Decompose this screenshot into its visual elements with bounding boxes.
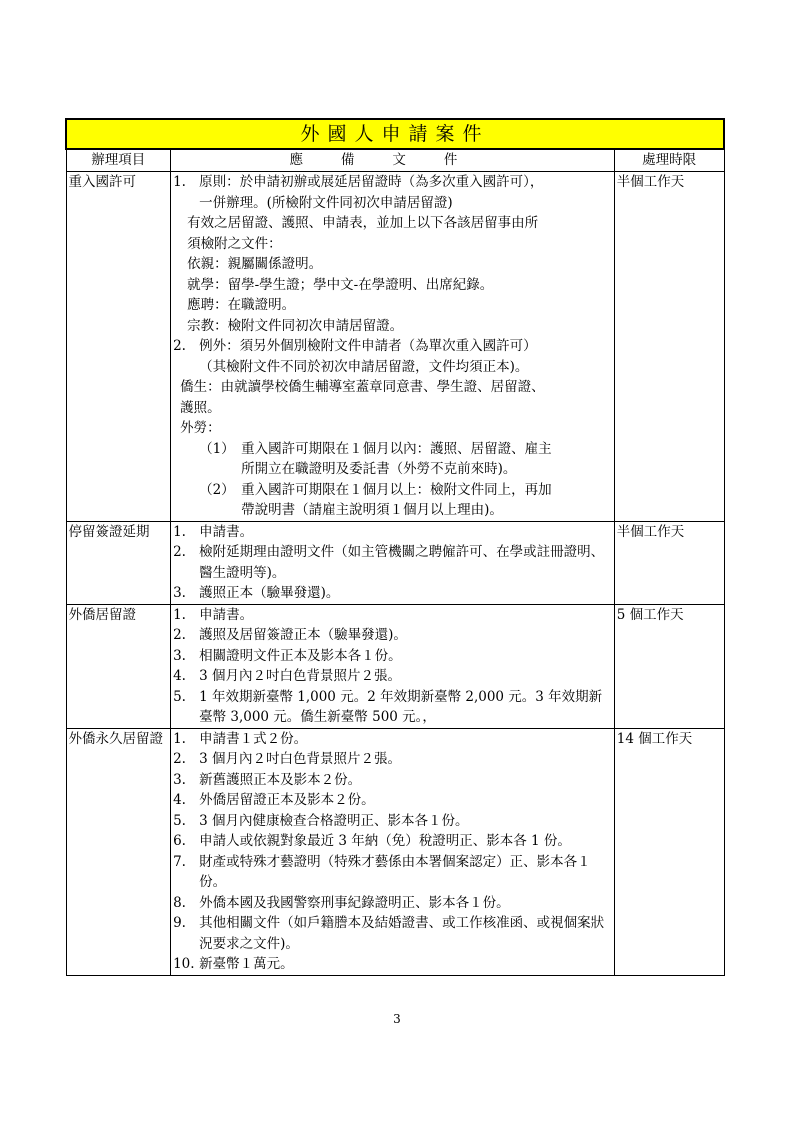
- list-item: 2. 檢附延期理由證明文件（如主管機關之聘僱許可、在學或註冊證明、醫生證明等)。: [173, 544, 605, 581]
- list-item: 1. 原則：於申請初辦或展延居留證時（為多次重入國許可），: [173, 172, 612, 193]
- table-row: [66, 728, 724, 975]
- text-line: 應聘：在職證明。: [187, 297, 296, 313]
- item-number: 2.: [173, 338, 186, 354]
- item-name: 停留簽證延期: [66, 521, 171, 604]
- table-row: [66, 604, 724, 728]
- item-name: 重入國許可: [66, 172, 171, 522]
- text-line: 宗教：檢附文件同初次申請居留證。: [187, 317, 404, 334]
- list-item: 10. 新臺幣１萬元。: [173, 956, 294, 972]
- time-limit: 半個工作天: [614, 172, 724, 522]
- documents-cell: [171, 604, 615, 728]
- list-item: 4. 3 個月內２吋白色背景照片２張。: [173, 668, 401, 684]
- list-item: 3. 護照正本（驗畢發還)。: [173, 585, 340, 601]
- sub-item: （2） 重入國許可期限在１個月以上：檢附文件同上，再加 帶說明書（請雇主說明須１個月以上理由)。: [173, 480, 612, 521]
- text-line: 依親：親屬關係證明。: [187, 256, 323, 272]
- item-name: 外僑居留證: [66, 604, 171, 728]
- list-item: 4. 外僑居留證正本及影本２份。: [173, 792, 375, 808]
- header-documents: 應備文件: [171, 149, 615, 172]
- text-line: 有效之居留證、護照、申請表，並加上以下各該居留事由所: [187, 215, 539, 231]
- list-item: 2. 3 個月內２吋白色背景照片２張。: [173, 751, 401, 767]
- list-item: 7. 財產或特殊才藝證明（特殊才藝係由本署個案認定）正、影本各１份。: [173, 853, 591, 890]
- text-line: 須檢附之文件：: [187, 235, 282, 252]
- text-line: 僑生：由就讀學校僑生輔導室蓋章同意書、學生證、居留證、: [180, 379, 545, 395]
- application-table: [65, 118, 725, 976]
- header-time-limit: 處理時限: [614, 149, 724, 172]
- time-limit: 5 個工作天: [614, 604, 724, 728]
- list-item: 8. 外僑本國及我國警察刑事紀錄證明正、影本各１份。: [173, 894, 510, 911]
- table-row: [66, 172, 724, 522]
- table-title: 外國人申請案件: [66, 119, 724, 149]
- list-item: 3. 新舊護照正本及影本２份。: [173, 771, 362, 788]
- list-item: 6. 申請人或依親對象最近 3 年納（免）稅證明正、影本各 1 份。: [173, 833, 571, 849]
- page-number: 3: [393, 1012, 401, 1026]
- list-item: 3. 相關證明文件正本及影本各１份。: [173, 647, 402, 664]
- header-item: 辦理項目: [66, 149, 171, 172]
- documents-cell: [171, 728, 615, 975]
- list-item-continuation: 一併辦理。(所檢附文件同初次申請居留證): [199, 194, 453, 211]
- sub-item-number: （2）: [199, 481, 235, 498]
- list-item: 5. 1 年效期新臺幣 1,000 元。2 年效期新臺幣 2,000 元。3 年效期新臺幣 3,000 元。僑生新臺幣 500 元。，: [173, 688, 603, 725]
- list-item: 9. 其他相關文件（如戶籍謄本及結婚證書、或工作核准函、或視個案狀況要求之文件)。: [173, 915, 605, 952]
- documents-cell: [171, 172, 615, 522]
- time-limit: 14 個工作天: [614, 728, 724, 975]
- list-item-continuation: （其檢附文件不同於初次申請居留證，文件均須正本)。: [199, 358, 529, 375]
- item-name: 外僑永久居留證: [66, 728, 171, 975]
- list-item: 2. 例外：須另外個別檢附文件申請者（為單次重入國許可）: [173, 336, 612, 357]
- time-limit: 半個工作天: [614, 521, 724, 604]
- list-item: 1. 申請書１式２份。: [173, 730, 308, 747]
- list-item: 2. 護照及居留簽證正本（驗畢發還)。: [173, 627, 407, 643]
- list-item: 1. 申請書。: [173, 523, 254, 540]
- documents-cell: [171, 521, 615, 604]
- list-item: 1. 申請書。: [173, 606, 254, 623]
- table-row: [66, 521, 724, 604]
- text-line: 就學：留學-學生證；學中文-在學證明、出席紀錄。: [187, 276, 494, 293]
- text-line: 護照。: [180, 399, 221, 416]
- list-item: 5. 3 個月內健康檢查合格證明正、影本各１份。: [173, 812, 469, 829]
- text-line: 外勞：: [180, 420, 221, 436]
- sub-item: （1） 重入國許可期限在１個月以內：護照、居留證、雇主 所開立在職證明及委託書（外勞不克前來時)。: [173, 439, 612, 480]
- item-number: 1.: [173, 174, 186, 190]
- sub-item-number: （1）: [199, 440, 235, 457]
